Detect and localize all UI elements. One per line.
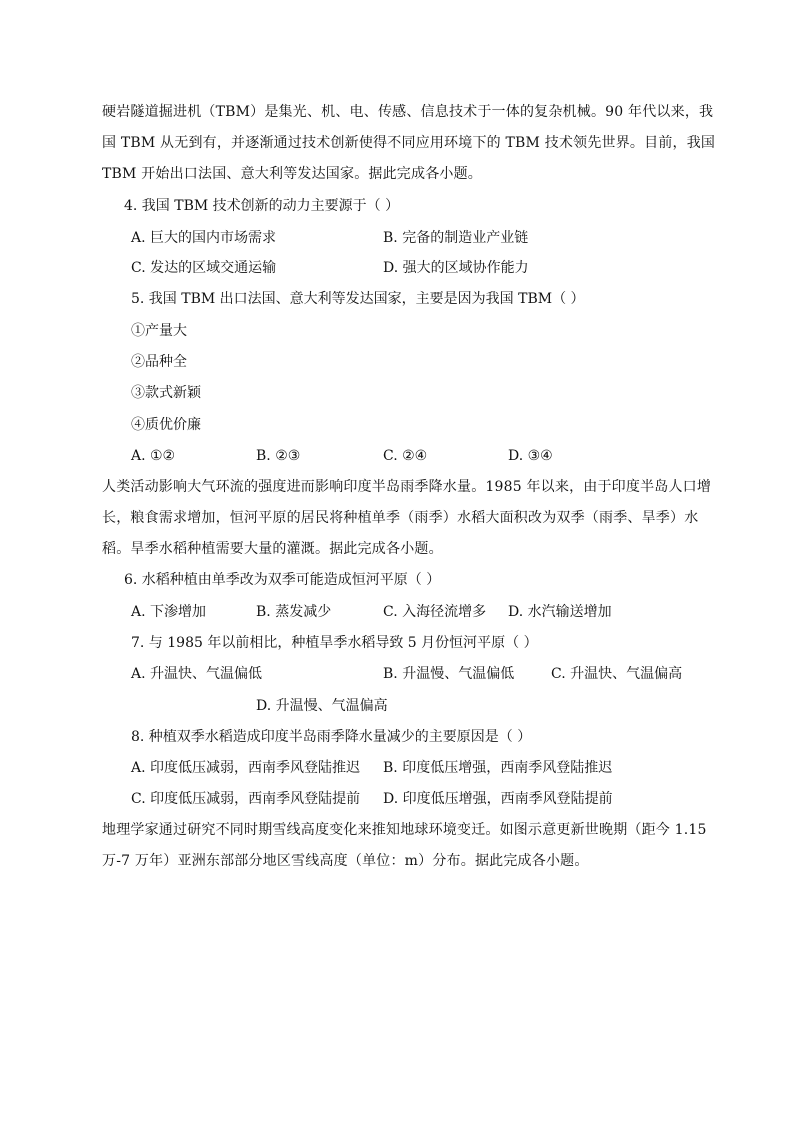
q6-option-c: C. 入海径流增多 [383, 604, 487, 620]
passage2-line-3: 稻。旱季水稻种植需要大量的灌溉。据此完成各小题。 [102, 541, 443, 557]
q8-option-d: D. 印度低压增强，西南季风登陆提前 [383, 791, 613, 807]
passage3-line-1: 地理学家通过研究不同时期雪线高度变化来推知地球环境变迁。如图示意更新世晚期（距今 1.15 [102, 822, 707, 838]
q6-stem: 6. 水稻种植由单季改为双季可能造成恒河平原（ ） [124, 572, 441, 588]
q5-option-a: A. ①② [131, 448, 176, 464]
q7-option-d: D. 升温慢、气温偏高 [256, 698, 388, 714]
q4-stem: 4. 我国 TBM 技术创新的动力主要源于（ ） [124, 198, 400, 214]
q8-option-b: B. 印度低压增强，西南季风登陆推迟 [383, 760, 613, 776]
passage1-line-3: TBM 开始出口法国、意大利等发达国家。据此完成各小题。 [102, 166, 483, 182]
q4-option-a: A. 巨大的国内市场需求 [131, 230, 277, 246]
q5-option-d: D. ③④ [508, 448, 553, 464]
q5-stem: 5. 我国 TBM 出口法国、意大利等发达国家，主要是因为我国 TBM（ ） [131, 291, 585, 307]
passage2-line-1: 人类活动影响大气环流的强度进而影响印度半岛雨季降水量。1985 年以来，由于印度半岛人口增 [102, 479, 712, 495]
q5-item-4: ④质优价廉 [131, 417, 201, 433]
q5-option-b: B. ②③ [256, 448, 301, 464]
q8-option-c: C. 印度低压减弱，西南季风登陆提前 [131, 791, 361, 807]
q7-stem: 7. 与 1985 年以前相比，种植旱季水稻导致 5 月份恒河平原（ ） [131, 635, 538, 651]
passage2-line-2: 长，粮食需求增加，恒河平原的居民将种植单季（雨季）水稻大面积改为双季（雨季、旱季）水 [102, 510, 699, 526]
q7-option-b: B. 升温慢、气温偏低 [383, 666, 515, 682]
passage3-line-2: 万-7 万年）亚洲东部部分地区雪线高度（单位：m）分布。据此完成各小题。 [102, 853, 589, 869]
q7-option-c: C. 升温快、气温偏高 [551, 666, 683, 682]
q4-option-b: B. 完备的制造业产业链 [383, 230, 529, 246]
q4-option-d: D. 强大的区域协作能力 [383, 260, 529, 276]
q6-option-d: D. 水汽输送增加 [508, 604, 612, 620]
passage1-line-1: 硬岩隧道掘进机（TBM）是集光、机、电、传感、信息技术于一体的复杂机械。90 年代以来，我 [102, 104, 714, 120]
q8-stem: 8. 种植双季水稻造成印度半岛雨季降水量减少的主要原因是（ ） [131, 729, 532, 745]
q7-option-a: A. 升温快、气温偏低 [131, 666, 263, 682]
q6-option-b: B. 蒸发减少 [256, 604, 332, 620]
q8-option-a: A. 印度低压减弱，西南季风登陆推迟 [131, 760, 361, 776]
q4-option-c: C. 发达的区域交通运输 [131, 260, 277, 276]
q5-item-3: ③款式新颖 [131, 385, 201, 401]
q6-option-a: A. 下渗增加 [131, 604, 207, 620]
q5-option-c: C. ②④ [383, 448, 428, 464]
q5-item-1: ①产量大 [131, 323, 187, 339]
q5-item-2: ②品种全 [131, 354, 187, 370]
passage1-line-2: 国 TBM 从无到有，并逐渐通过技术创新使得不同应用环境下的 TBM 技术领先世界。目前，我国 [102, 135, 716, 151]
